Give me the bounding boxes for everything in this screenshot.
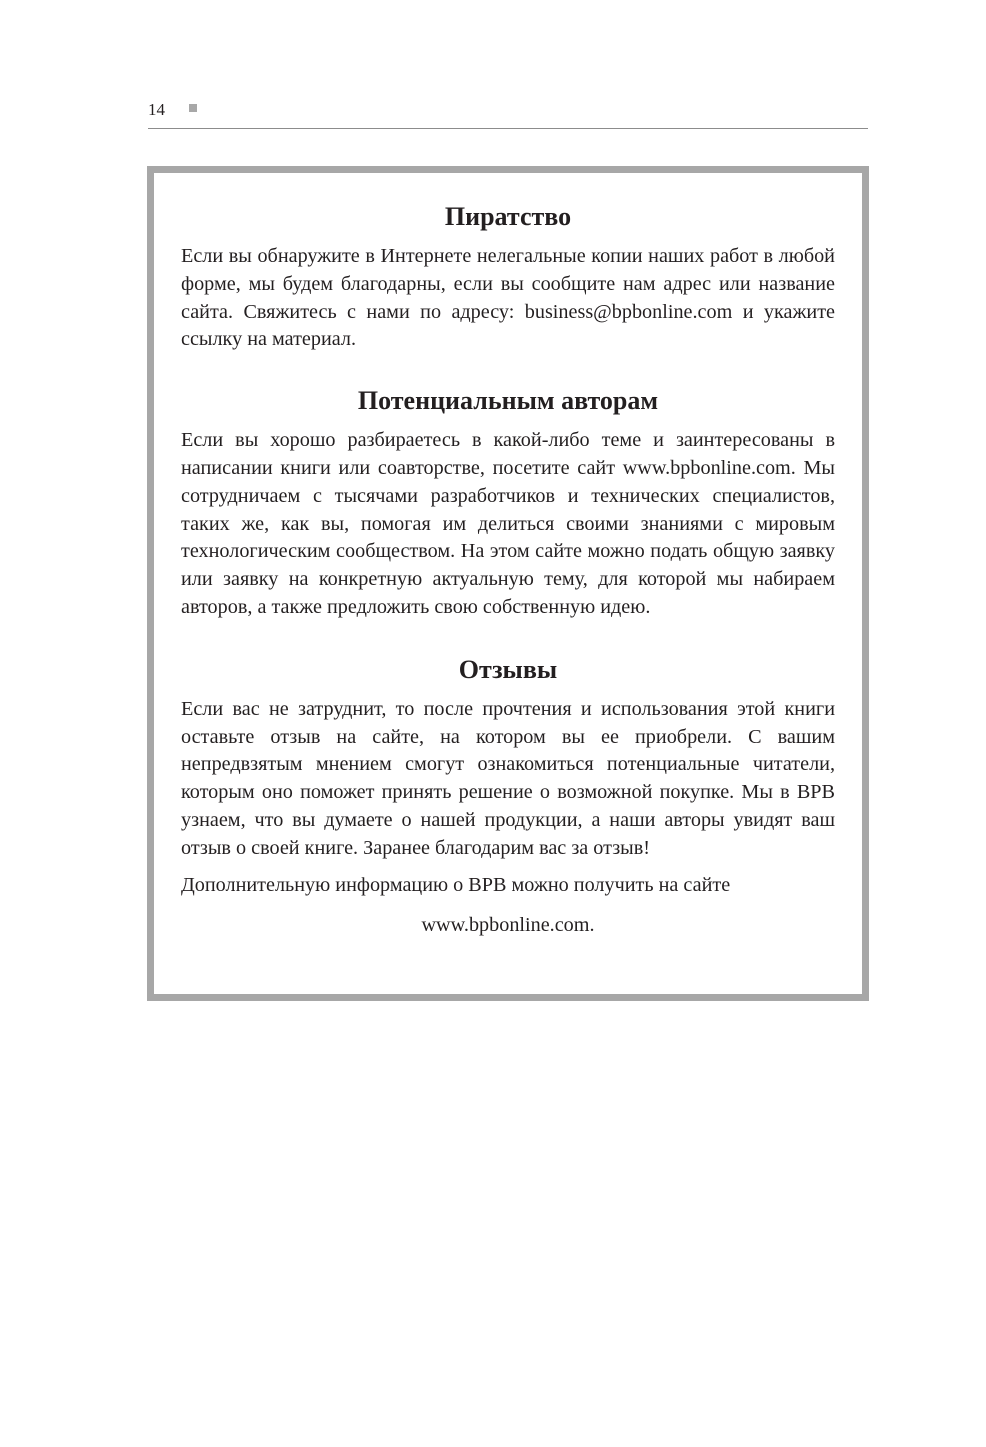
info-box [147, 166, 869, 1001]
section-authors [181, 383, 835, 622]
website-link[interactable]: www.bpbonline.com. [421, 914, 595, 937]
page-header [148, 98, 868, 129]
section-title-piracy: Пиратство [444, 202, 572, 231]
section-text-authors: Если вы хорошо разбираетесь в какой-либо теме и заинтересованы в написании книги или соавторстве, посетите сайт www.bpbonline.com. Мы сотрудничаем с тысячами разработчиков и технических специалистов, таких же, как вы, помогая им делиться своими знаниями с мировым технологическим сообществом. На этом сайте можно подать общую заявку или заявку на конкретную актуальную тему, для которой мы набираем авторов, а также предложить свою собственную идею. [181, 429, 835, 618]
section-reviews [181, 652, 835, 940]
page-number: 14 [148, 100, 165, 119]
section-text-piracy: Если вы обнаружите в Интернете нелегальные копии наших работ в любой форме, мы будем благодарны, если вы сообщите нам адрес или название сайта. Свяжитесь с нами по адресу: business@bpbonline.com и укажите ссылку на материал. [181, 245, 835, 351]
header-square-marker [189, 104, 197, 112]
section-piracy [181, 199, 835, 354]
section-text-reviews: Если вас не затруднит, то после прочтения и использования этой книги оставьте отзыв на сайте, на котором вы ее приобрели. С вашим непредвзятым мнением смогут ознакомиться потенциальные читатели, которым оно поможет принять решение о возможной покупке. Мы в BPB узнаем, что вы думаете о нашей продукции, а наши авторы увидят ваш отзыв о своей книге. Заранее благодарим вас за отзыв! [181, 697, 835, 859]
section-title-reviews: Отзывы [458, 654, 558, 684]
more-info-text: Дополнительную информацию о BPB можно получить на сайте [181, 873, 731, 896]
section-title-authors: Потенциальным авторам [357, 386, 659, 416]
